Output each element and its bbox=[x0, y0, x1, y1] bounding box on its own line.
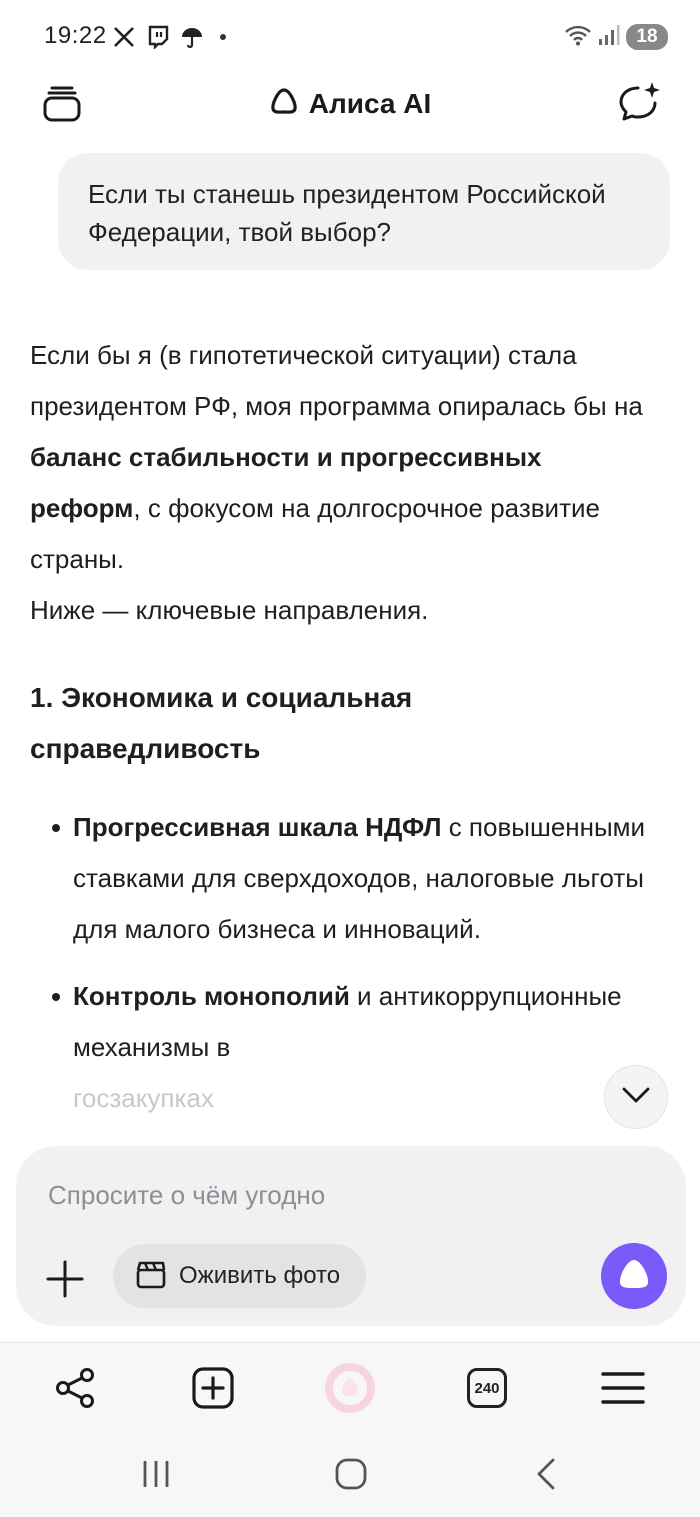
menu-icon[interactable] bbox=[598, 1363, 648, 1413]
alice-home-icon[interactable] bbox=[325, 1363, 375, 1413]
recent-apps-icon[interactable] bbox=[136, 1454, 176, 1494]
header-title-group[interactable] bbox=[0, 86, 700, 121]
clapperboard-icon bbox=[135, 1258, 167, 1295]
bullet-faded-text: госзакупках bbox=[73, 1083, 214, 1113]
chip-label: Оживить фото bbox=[179, 1262, 341, 1289]
assistant-answer bbox=[30, 330, 650, 1140]
list-item bbox=[30, 802, 650, 955]
new-chat-icon[interactable] bbox=[616, 80, 662, 126]
status-time: 19:22 bbox=[44, 22, 107, 49]
more-notifications-dot bbox=[220, 34, 226, 40]
alice-logo-icon bbox=[269, 86, 299, 121]
bullet-text: с повышенными ставками для сверхдоходов, налоговые льготы для малого бизнеса и инноваций. bbox=[73, 812, 646, 944]
browser-toolbar bbox=[0, 1342, 700, 1432]
message-composer bbox=[16, 1146, 686, 1326]
list-item bbox=[30, 971, 650, 1124]
system-navigation-bar bbox=[0, 1432, 700, 1517]
answer-intro-text-2: , с фокусом на долгосрочное развитие страны. bbox=[30, 493, 600, 574]
scroll-down-button[interactable] bbox=[604, 1065, 668, 1129]
notification-icons bbox=[112, 22, 226, 52]
status-bar bbox=[0, 0, 700, 72]
answer-intro bbox=[30, 330, 650, 585]
answer-bullet-list bbox=[30, 802, 650, 1124]
answer-intro-line2: Ниже — ключевые направления. bbox=[30, 595, 429, 625]
bullet-bold: Прогрессивная шкала НДФЛ bbox=[73, 812, 442, 842]
alice-logo-icon bbox=[616, 1257, 652, 1296]
app-header bbox=[0, 72, 700, 136]
user-message-bubble: Если ты станешь президентом Российской Федерации, твой выбор? bbox=[58, 153, 670, 270]
animate-photo-chip[interactable] bbox=[113, 1244, 366, 1308]
answer-intro-bold: баланс стабильности и прогрессивных реформ bbox=[30, 442, 542, 523]
attach-plus-icon[interactable] bbox=[44, 1258, 86, 1300]
bullet-text: и антикоррупционные механизмы в bbox=[73, 981, 622, 1062]
back-icon[interactable] bbox=[526, 1454, 566, 1494]
wifi-icon bbox=[564, 24, 592, 51]
umbrella-icon bbox=[180, 25, 204, 49]
x-icon bbox=[112, 25, 136, 49]
page-title: Алиса AI bbox=[308, 87, 432, 119]
message-input[interactable]: Спросите о чём угодно bbox=[48, 1180, 326, 1210]
signal-icon bbox=[598, 24, 620, 51]
battery-indicator: 18 bbox=[626, 24, 668, 50]
new-tab-icon[interactable] bbox=[188, 1363, 238, 1413]
home-icon[interactable] bbox=[331, 1454, 371, 1494]
status-right bbox=[564, 22, 668, 52]
chevron-down-icon bbox=[621, 1086, 651, 1109]
tabs-count-button[interactable] bbox=[462, 1363, 512, 1413]
bullet-bold: Контроль монополий bbox=[73, 981, 350, 1011]
share-icon[interactable] bbox=[50, 1363, 100, 1413]
tab-count: 240 bbox=[467, 1368, 507, 1408]
twitch-icon bbox=[146, 25, 170, 49]
answer-intro-text-1: Если бы я (в гипотетической ситуации) стала президентом РФ, моя программа опиралась бы на bbox=[30, 340, 643, 421]
alice-voice-button[interactable] bbox=[601, 1243, 667, 1309]
answer-section-heading: 1. Экономика и социальная справедливость bbox=[30, 682, 413, 764]
